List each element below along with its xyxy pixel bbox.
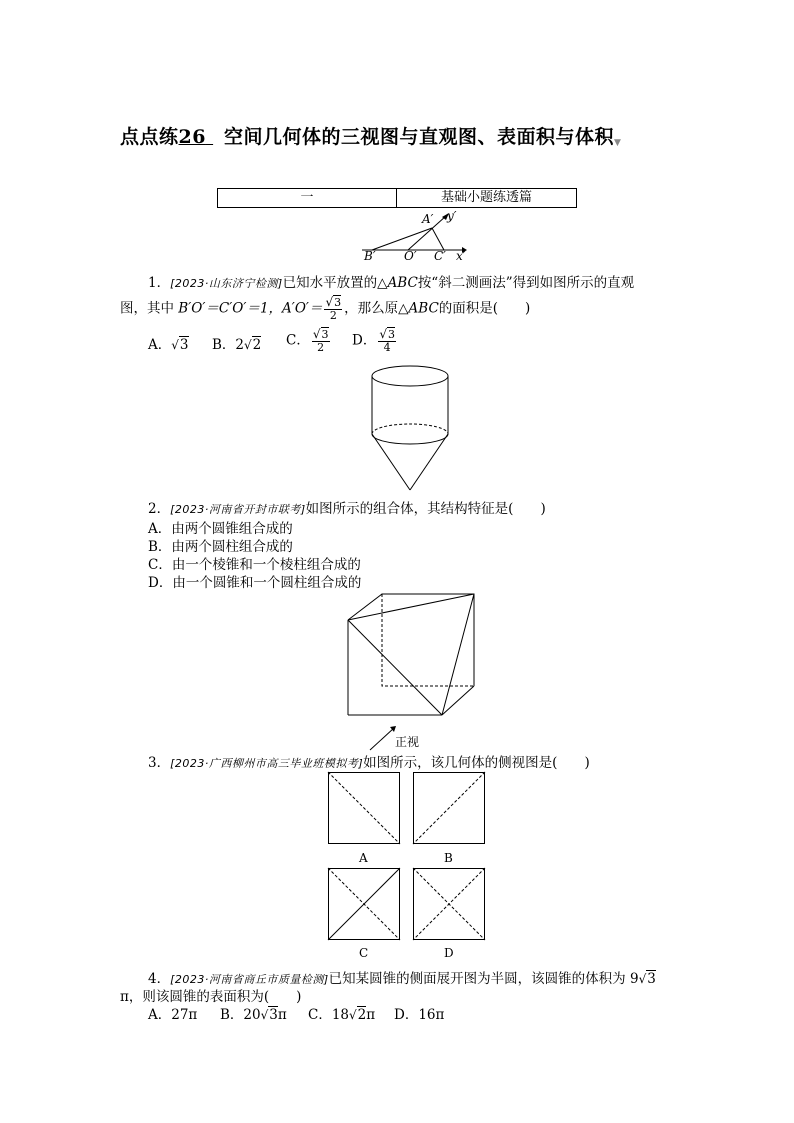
q4-option-c[interactable]: C．18√2π: [308, 1007, 376, 1023]
q4-source: [2023·河南省商丘市质量检测]: [170, 973, 329, 986]
title-number: 26: [178, 126, 206, 148]
cylinder-top: [372, 366, 448, 386]
q1-line2-eq: B′O′＝C′O′＝1，A′O′＝: [178, 300, 323, 317]
q1-option-d[interactable]: D． $\frac{√3}{4}$: [352, 327, 395, 354]
q2-cylinder-cone-figure: [366, 364, 456, 492]
cube-back-face: [382, 594, 474, 686]
q1-number: 1．: [148, 275, 171, 291]
q3-stem: [148, 754, 590, 773]
q1-opt-b-val: 2: [252, 337, 262, 353]
pyramid-edge-3: [442, 594, 474, 715]
cylinder-bottom-back: [372, 424, 448, 434]
q3-choice-d-figure[interactable]: [413, 868, 485, 940]
q1-source: [2023·山东济宁检测]: [170, 277, 283, 290]
q1-text-a: 已知水平放置的△: [282, 275, 388, 291]
q1-option-c[interactable]: C． $\frac{√3}{2}$: [286, 327, 329, 354]
pyramid-edge-1: [348, 594, 474, 620]
q1-line2-b: ，那么原△: [344, 300, 409, 317]
q4-line1: 4．[2023·河南省商丘市质量检测]已知某圆锥的侧面展开图为半圆，该圆锥的体积为 9√3: [148, 971, 656, 987]
q4-text-a: 已知某圆锥的侧面展开图为半圆，该圆锥的体积为 9: [328, 971, 639, 987]
title-prefix: 点点练: [120, 126, 179, 148]
q2-option-d[interactable]: D．由一个圆锥和一个圆柱组合成的: [148, 575, 362, 591]
q1-opt-c-den: 2: [317, 341, 325, 354]
q2-source: [2023·河南省开封市联考]: [170, 503, 306, 516]
q4-opt-b-rad: 3: [269, 1007, 278, 1023]
label-a: A′: [422, 212, 434, 226]
q3-choice-b-label[interactable]: B: [444, 851, 453, 865]
q3-choice-d-label[interactable]: D: [444, 946, 454, 960]
q1-frac-den: 2: [329, 309, 337, 322]
q3-number: 3．: [148, 755, 171, 771]
q3-cube-figure: [340, 590, 480, 755]
q3-source: [2023·广西柳州市高三毕业班模拟考]: [170, 757, 364, 770]
q4-option-d[interactable]: D．16π: [394, 1007, 445, 1023]
label-o: O′: [404, 249, 417, 263]
label-y: y′: [447, 209, 457, 223]
q1-fraction: $\frac{√3}{2}$: [325, 295, 342, 322]
q3-text: 如图所示，该几何体的侧视图是( ): [363, 755, 590, 771]
q1-opt-d-den: 4: [383, 341, 391, 354]
q1-opt-a-val: 3: [179, 337, 189, 353]
q2-option-c[interactable]: C．由一个棱锥和一个棱柱组合成的: [148, 557, 361, 573]
q2-stem: [148, 500, 546, 519]
q1-line1: [148, 274, 634, 293]
front-view-label: 正视: [395, 735, 420, 749]
q2-number: 2．: [148, 501, 171, 517]
q1-abc-2: ABC: [408, 300, 439, 317]
title-text: 空间几何体的三视图与直观图、表面积与体积: [223, 126, 614, 148]
q1-line2-c: 的面积是( ): [438, 300, 531, 317]
page-title: [120, 122, 621, 149]
q3-choice-b-figure[interactable]: [413, 772, 485, 844]
q3-choice-a-label[interactable]: A: [359, 851, 368, 865]
q1-line2: [120, 296, 530, 322]
q2-option-a[interactable]: A．由两个圆锥组合成的: [148, 521, 293, 537]
q4-option-a[interactable]: A．27π: [148, 1007, 198, 1023]
q4-opt-c-tail: π: [366, 1007, 376, 1023]
q1-abc: ABC: [387, 275, 418, 291]
side-ac: [432, 228, 444, 250]
q1-opt-d-label: D．: [352, 332, 377, 349]
q4-opt-c-label: C．18: [308, 1007, 350, 1023]
q1-opt-a-label: A．: [148, 337, 172, 353]
q4-opt-b-label: B．20: [220, 1007, 261, 1023]
q1-option-a[interactable]: A．√3: [148, 337, 189, 353]
q3-choice-c-figure[interactable]: [328, 868, 400, 940]
collapse-triangle-icon: ▼: [613, 138, 622, 148]
label-x: x′: [456, 249, 466, 263]
q1-frac-num: 3: [334, 296, 342, 309]
q3-choice-a-figure[interactable]: [328, 772, 400, 844]
pyramid-edge-2: [348, 620, 442, 715]
q1-opt-b-label: B．2: [212, 337, 245, 353]
q1-opt-d-num: 3: [387, 328, 395, 341]
label-b: B′: [364, 249, 376, 263]
q1-opt-c-num: 3: [321, 328, 329, 341]
q4-number: 4．: [148, 971, 171, 987]
section-name: 基础小题练透篇: [440, 190, 532, 205]
cylinder-bottom-front: [372, 434, 448, 444]
q1-text-b: 按“斜二测画法”得到如图所示的直观: [417, 275, 635, 291]
q4-opt-c-rad: 2: [357, 1007, 367, 1023]
q4-text-rad: 3: [647, 971, 656, 987]
q1-option-b[interactable]: B．2√2: [212, 337, 262, 353]
q1-line2-a: 图，其中: [120, 300, 174, 317]
q2-text: 如图所示的组合体，其结构特征是( ): [305, 501, 546, 517]
q1-opt-c-label: C．: [286, 332, 310, 349]
q2-option-b[interactable]: B．由两个圆柱组合成的: [148, 539, 293, 555]
q3-choice-c-label[interactable]: C: [359, 946, 369, 960]
section-index: 一: [218, 189, 397, 207]
label-c: C′: [434, 249, 446, 263]
side-ba: [372, 228, 432, 250]
front-view-arrow: [370, 728, 394, 750]
cube-right-bottom: [442, 686, 474, 715]
q4-opt-b-tail: π: [277, 1007, 287, 1023]
q4-option-b[interactable]: B．20√3π: [220, 1007, 287, 1023]
section-header: [217, 188, 577, 208]
q4-line2: π，则该圆锥的表面积为( ): [120, 989, 302, 1005]
